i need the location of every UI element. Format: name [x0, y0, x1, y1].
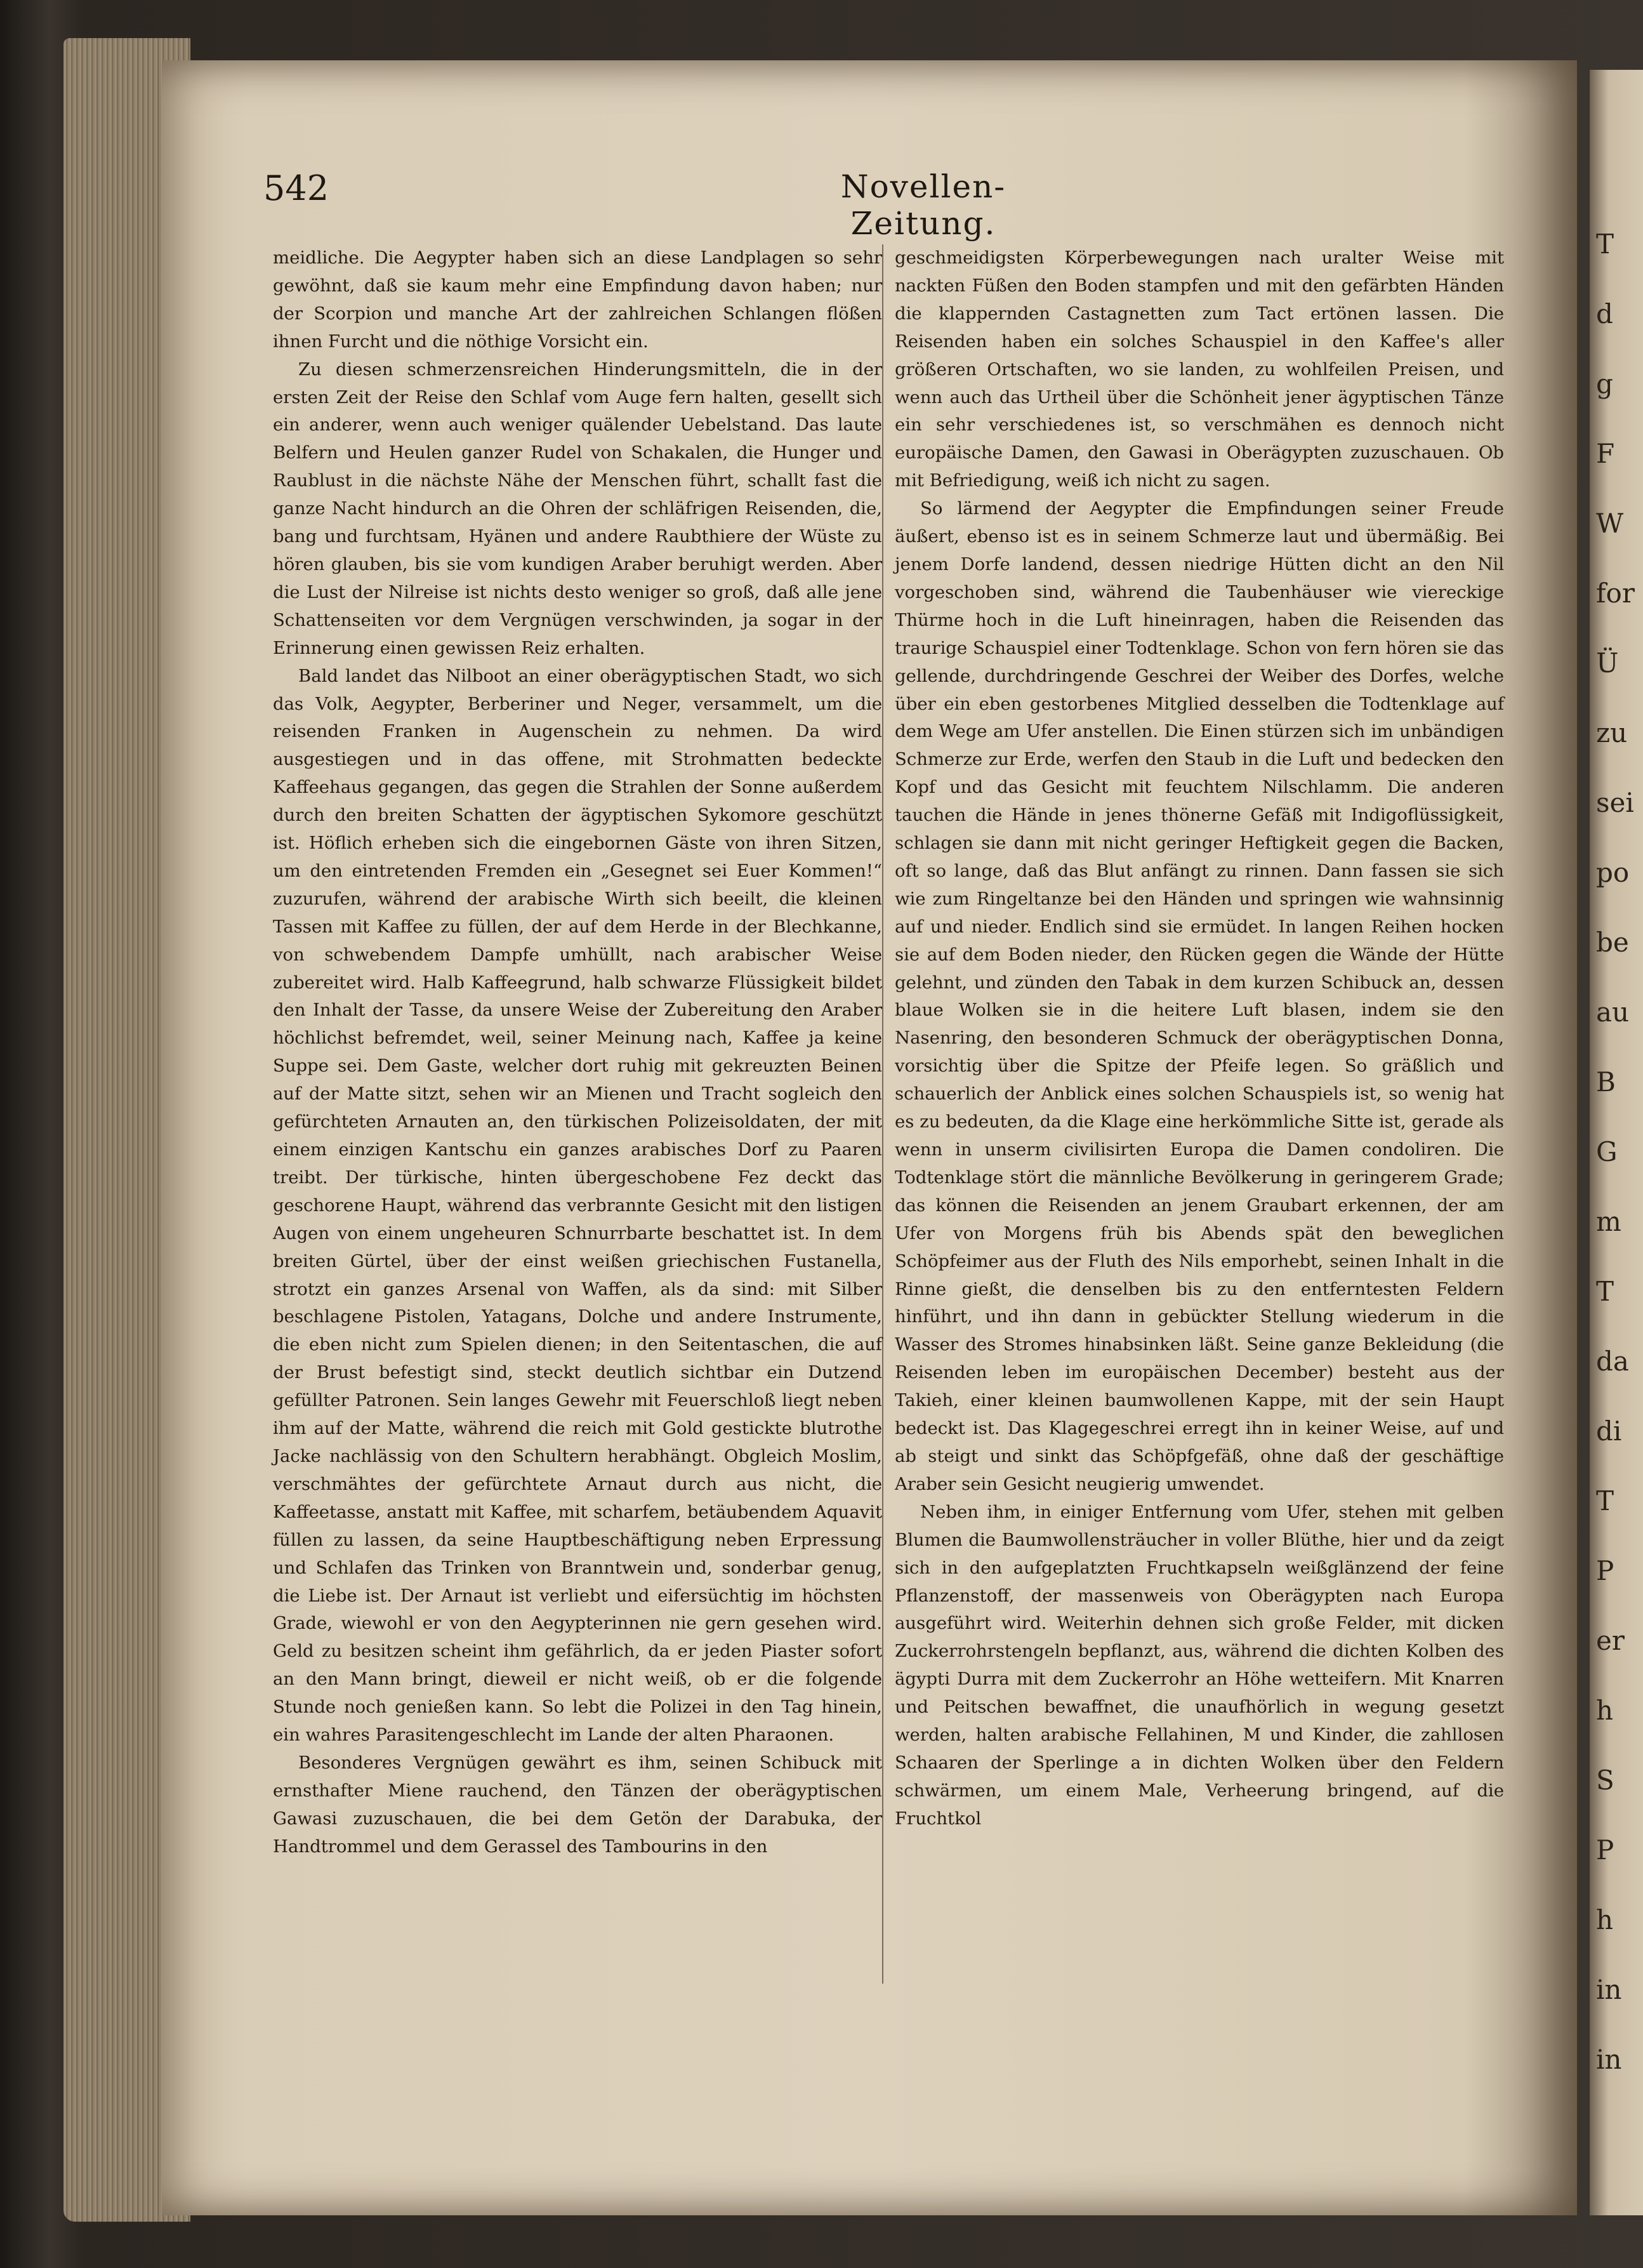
facing-page-fragment: in [1596, 1974, 1622, 2005]
facing-page-fragment: for [1596, 578, 1635, 609]
facing-page-fragment: di [1596, 1416, 1622, 1447]
facing-page-fragment: Ü [1596, 647, 1619, 679]
facing-page-edge [1590, 70, 1643, 2215]
facing-page-fragment: G [1596, 1136, 1618, 1167]
paragraph: So lärmend der Aegypter die Empfindungen seiner Freude äußert, ebenso ist es in seinem Schmerze laut und übermäßig. Bei jenem Dorfe landend, dessen niedrige Hütten dicht an den Nil vorgeschoben sind, während die Taubenhäuser wie viereckige Thürme hoch in die Luft hineinragen, haben die Reisenden das traurige Schauspiel einer Todtenklage. Schon von fern hören sie das gellende, durchdringende Geschrei der Weiber des Dorfes, welche über ein eben gestorbenes Mitglied desselben die Todtenklage auf dem Wege am Ufer anstellen. Die Einen stürzen sich im unbändigen Schmerze zur Erde, werfen den Staub in die Luft und bedecken den Kopf und das Gesicht mit feuchtem Nilschlamm. Die anderen tauchen die Hände in jenes thönerne Gefäß mit Indigoflüssigkeit, schlagen sie dann mit nicht geringer Heftigkeit gegen die Backen, oft so lange, daß das Blut anfängt zu rinnen. Dann fassen sie sich wie zum Ringeltanze bei den Händen und springen wie wahnsinnig auf und nieder. Endlich sind sie ermüdet. In langen Reihen hocken sie auf dem Boden nieder, den Rücken gegen die Wände der Hütte gelehnt, und zünden den Tabak in dem kurzen Schibuck an, dessen blaue Wolken sie in die heitere Luft blasen, indem sie den Nasenring, den besonderen Schmuck der oberägyptischen Donna, vorsichtig über die Spitze der Pfeife legen. So gräßlich und schauerlich der Anblick eines solchen Schauspiels ist, so wenig hat es zu bedeuten, da die Klage eine herkömmliche Sitte ist, gerade als wenn in unserm civilisirten Europa die Damen condoliren. Die Todtenklage stört die männliche Bevölkerung in geringerem Grade; das können die Reisenden an jenem Graubart erkennen, der am Ufer von Morgens früh bis Abends spät den beweglichen Schöpfeimer aus der Fluth des Nils emporhebt, seinen Inhalt in die Rinne gießt, die denselben bis zu den entferntesten Feldern hinführt, und ihn dann in gebückter Stellung wiederum in die Wasser des Stromes hinabsinken läßt. Seine ganze Bekleidung (die Reisenden leben im europäischen December) besteht aus der Takieh, einer kleinen baumwollenen Kappe, mit der sein Haupt bedeckt ist. Das Klagegeschrei erregt ihn in keiner Weise, auf und ab steigt und sinkt das Schöpfgefäß, ohne daß der geschäftige Araber sein Gesicht neugierig umwendet. [895, 498, 1504, 1494]
facing-page-fragment: h [1596, 1695, 1614, 1726]
paragraph: meidliche. Die Aegypter haben sich an diese Landplagen so sehr gewöhnt, daß sie kaum mehr eine Empfindung davon haben; nur der Scorpion und manche Art der zahlreichen Schlangen flößen ihnen Furcht und die nöthige Vorsicht ein. [273, 248, 882, 352]
right-column [895, 244, 1504, 1833]
facing-page-fragment: m [1596, 1206, 1621, 1237]
facing-page-fragment: P [1596, 1555, 1614, 1586]
facing-page-fragment: sei [1596, 787, 1634, 818]
facing-page-fragment: be [1596, 927, 1629, 958]
paragraph: Bald landet das Nilboot an einer oberägyptischen Stadt, wo sich das Volk, Aegypter, Berberiner und Neger, versammelt, um die reisenden Franken in Augenschein zu nehmen. Da wird ausgestiegen und in das offene, mit Strohmatten bedeckte Kaffeehaus gegangen, das gegen die Strahlen der Sonne außerdem durch den breiten Schatten der ägyptischen Sykomore geschützt ist. Höflich erheben sich die eingebornen Gäste von ihren Sitzen, um den eintretenden Fremden ein „Gesegnet sei Euer Kommen!“ zuzurufen, während der arabische Wirth sich beeilt, die kleinen Tassen mit Kaffee zu füllen, der auf dem Herde in der Blechkanne, von schwebendem Dampfe umhüllt, nach arabischer Weise zubereitet wird. Halb Kaffeegrund, halb schwarze Flüssigkeit bildet den Inhalt der Tasse, da unsere Weise der Zubereitung den Araber höchlichst befremdet, weil, seiner Meinung nach, Kaffee ja keine Suppe sei. Dem Gaste, welcher dort ruhig mit gekreuzten Beinen auf der Matte sitzt, sehen wir an Mienen und Tracht sogleich den gefürchteten Arnauten an, den türkischen Polizeisoldaten, der mit einem einzigen Kantschu ein ganzes arabisches Dorf zu Paaren treibt. Der türkische, hinten übergeschobene Fez deckt das geschorene Haupt, während das verbrannte Gesicht mit den listigen Augen von einem ungeheuren Schnurrbarte beschattet ist. In dem breiten Gürtel, über der einst weißen griechischen Fustanella, strotzt ein ganzes Arsenal von Waffen, als da sind: mit Silber beschlagene Pistolen, Yatagans, Dolche und andere Instrumente, die eben nicht zum Spielen dienen; in den Seitentaschen, die auf der Brust befestigt sind, steckt deutlich sichtbar ein Dutzend gefüllter Patronen. Sein langes Gewehr mit Feuerschloß liegt neben ihm auf der Matte, während die reich mit Gold gestickte blutrothe Jacke nachlässig von den Schultern herabhängt. Obgleich Moslim, verschmähtes der gefürchtete Arnaut durch aus nicht, die Kaffeetasse, anstatt mit Kaffee, mit scharfem, betäubendem Aquavit füllen zu lassen, da seine Hauptbeschäftigung neben Erpressung und Schlafen das Trinken von Branntwein und, sonderbar genug, die Liebe ist. Der Arnaut ist verliebt und eifersüchtig im höchsten Grade, wiewohl er von den Aegypterinnen nie gern gesehen wird. Geld zu besitzen scheint ihm gefährlich, da er jeden Piaster sofort an den Mann bringt, dieweil er nicht weiß, ob er die folgende Stunde noch genießen kann. So lebt die Polizei in den Tag hinein, ein wahres Parasitengeschlecht im Lande der alten Pharaonen. [273, 665, 882, 1746]
facing-page-fragment: W [1596, 508, 1624, 539]
paragraph: Neben ihm, in einiger Entfernung vom Ufer, stehen mit gelben Blumen die Baumwollensträucher in voller Blüthe, hier und da zeigt sich in den aufgeplatzten Fruchtkapseln weißglänzend der feine Pflanzenstoff, der massenweis von Oberägypten nach Europa ausgeführt wird. Weiterhin dehnen sich große Felder, mit dicken Zuckerrohrstengeln bepflanzt, aus, während die dichten Kolben des ägypti Durra mit dem Zuckerrohr an Höhe wetteifern. Mit Knarren und Peitschen bewaffnet, die unaufhörlich in wegung gesetzt werden, halten arabische Fellahinen, M und Kinder, die zahllosen Schaaren der Sperlinge a in dichten Wolken über den Feldern schwärmen, um einem Male, Verheerung bringend, auf die Fruchtkol [895, 1501, 1504, 1829]
page-header [263, 168, 1526, 242]
facing-page-fragment: T [1596, 229, 1614, 260]
paragraph: geschmeidigsten Körperbewegungen nach uralter Weise mit nackten Füßen den Boden stampfen und mit den gefärbten Händen die klappernden Castagnetten zum Tact ertönen lassen. Die Reisenden haben ein solches Schauspiel in den Kaffee's aller größeren Ortschaften, wo sie landen, zu wohlfeilen Preisen, und wenn auch das Urtheil über die Schönheit jener ägyptischen Tänze ein sehr verschiedenes ist, so verschmähen es dennoch nicht europäische Damen, den Gawasi in Oberägypten zuzuschauen. Ob mit Befriedigung, weiß ich nicht zu sagen. [895, 248, 1504, 491]
facing-page-fragment: P [1596, 1834, 1614, 1866]
facing-page-fragment: F [1596, 438, 1615, 469]
column-divider [882, 244, 883, 1984]
facing-page-fragment: au [1596, 997, 1630, 1028]
facing-page-fragment: da [1596, 1346, 1629, 1377]
facing-page-fragment: in [1596, 2044, 1622, 2075]
facing-page-fragment: T [1596, 1485, 1614, 1516]
facing-page-fragment: S [1596, 1765, 1614, 1796]
paragraph: Besonderes Vergnügen gewährt es ihm, seinen Schibuck mit ernsthafter Miene rauchend, den Tänzen der oberägyptischen Gawasi zuzuschauen, die bei dem Getön der Darabuka, der Handtrommel und dem Gerassel des Tambourins in den [273, 1752, 882, 1857]
facing-page-fragment: er [1596, 1625, 1625, 1656]
facing-page-fragment: po [1596, 857, 1630, 888]
facing-page-fragment: d [1596, 298, 1613, 329]
page-number: 542 [263, 168, 329, 208]
journal-title: Novellen-Zeitung. [840, 168, 1006, 242]
facing-page-fragment: B [1596, 1066, 1616, 1098]
facing-page-fragment: h [1596, 1904, 1614, 1935]
paragraph: Zu diesen schmerzensreichen Hinderungsmitteln, die in der ersten Zeit der Reise den Schlaf vom Auge fern halten, gesellt sich ein anderer, wenn auch weniger quälender Uebelstand. Das laute Belfern und Heulen ganzer Rudel von Schakalen, die Hunger und Raublust in die nächste Nähe der Menschen führt, schallt fast die ganze Nacht hindurch an die Ohren der schläfrigen Reisenden, die, bang und furchtsam, Hyänen und andere Raubthiere der Wüste zu hören glauben, bis sie vom kundigen Araber beruhigt werden. Aber die Lust der Nilreise ist nichts desto weniger so groß, daß alle jene Schattenseiten vor dem Vergnügen verschwinden, ja sogar in der Erinnerung einen gewissen Reiz erhalten. [273, 359, 882, 658]
facing-page-fragment: zu [1596, 717, 1628, 748]
left-column [273, 244, 882, 1861]
facing-page-fragment: T [1596, 1276, 1614, 1307]
facing-page-fragment: g [1596, 368, 1613, 399]
